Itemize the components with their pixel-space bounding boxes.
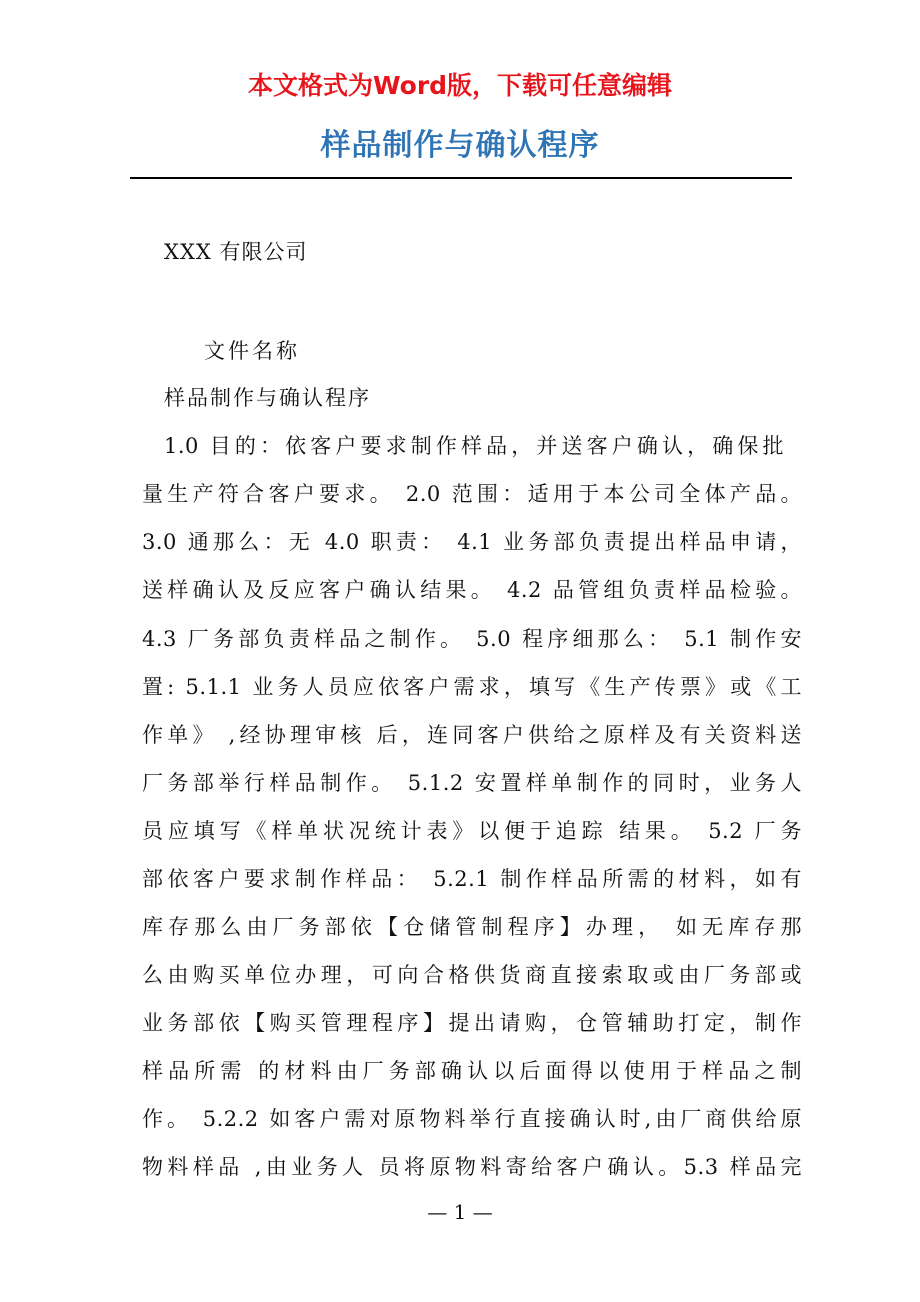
body-line: 物料样品 ,由业务人 员将原物料寄给客户确认。5.3 样品完 (142, 1155, 802, 1179)
page-number: — 1 — (427, 1200, 493, 1224)
body-line: 置: 5.1.1 业务人员应依客户需求，填写《生产传票》或《工 (142, 675, 802, 699)
format-banner: 本文格式为Word版，下载可任意编辑 (247, 71, 673, 100)
body-line: 作单》 ,经协理审核 后，连同客户供给之原样及有关资料送 (142, 723, 802, 747)
file-name-label: 文件名称 (204, 339, 300, 363)
body-line: 员应填写《样单状况统计表》以便于追踪 结果。 5.2 厂务 (142, 819, 802, 843)
document-subtitle: 样品制作与确认程序 (164, 386, 371, 410)
title-divider (130, 177, 792, 179)
body-line: 么由购买单位办理，可向合格供货商直接索取或由厂务部或 (142, 963, 802, 987)
body-line: 库存那么由厂务部依【仓储管制程序】办理， 如无库存那 (142, 915, 802, 939)
document-title: 样品制作与确认程序 (320, 128, 600, 163)
body-line: 1.0 目的：依客户要求制作样品，并送客户确认，确保批 (164, 434, 784, 458)
body-line: 送样确认及反应客户确认结果。 4.2 品管组负责样品检验。 (142, 578, 802, 602)
company-name: XXX 有限公司 (164, 240, 308, 264)
body-line: 样品所需 的材料由厂务部确认以后面得以使用于样品之制 (142, 1059, 802, 1083)
body-line: 3.0 通那么：无 4.0 职责： 4.1 业务部负责提出样品申请， (142, 530, 802, 554)
body-line: 量生产符合客户要求。 2.0 范围：适用于本公司全体产品。 (142, 482, 802, 506)
body-line: 作。 5.2.2 如客户需对原物料举行直接确认时,由厂商供给原 (142, 1107, 802, 1131)
body-line: 4.3 厂务部负责样品之制作。 5.0 程序细那么： 5.1 制作安 (142, 627, 802, 651)
body-line: 业务部依【购买管理程序】提出请购，仓管辅助打定，制作 (142, 1011, 802, 1035)
body-line: 部依客户要求制作样品： 5.2.1 制作样品所需的材料，如有 (142, 867, 802, 891)
body-line: 厂务部举行样品制作。 5.1.2 安置样单制作的同时，业务人 (142, 771, 802, 795)
